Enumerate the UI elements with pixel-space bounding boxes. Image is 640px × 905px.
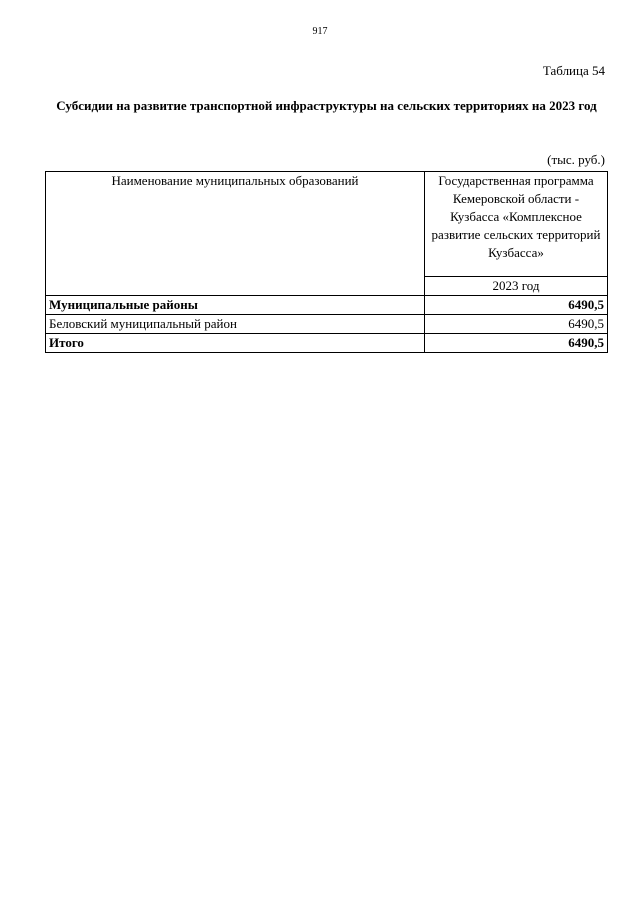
header-row [46,172,608,277]
column-header-year: 2023 год [425,277,608,296]
table-label: Таблица 54 [542,63,605,78]
table-row-total [46,334,608,353]
table-row [46,296,608,315]
units-label: (тыс. руб.) [547,152,605,167]
row-value: 6490,5 [425,334,608,353]
row-name: Беловский муниципальный район [46,315,425,334]
row-value: 6490,5 [425,296,608,315]
table-row [46,315,608,334]
page-number: 917 [312,26,328,37]
row-name: Муниципальные районы [46,296,425,315]
document-title: Субсидии на развитие транспортной инфраструктуры на сельских территориях на 2023 год [56,98,597,113]
column-header-municipality: Наименование муниципальных образований [46,172,425,296]
subsidy-table [45,171,608,353]
row-name: Итого [46,334,425,353]
row-value: 6490,5 [425,315,608,334]
column-header-program: Государственная программа Кемеровской области - Кузбасса «Комплексное развитие сельских территорий Кузбасса» [425,172,608,277]
